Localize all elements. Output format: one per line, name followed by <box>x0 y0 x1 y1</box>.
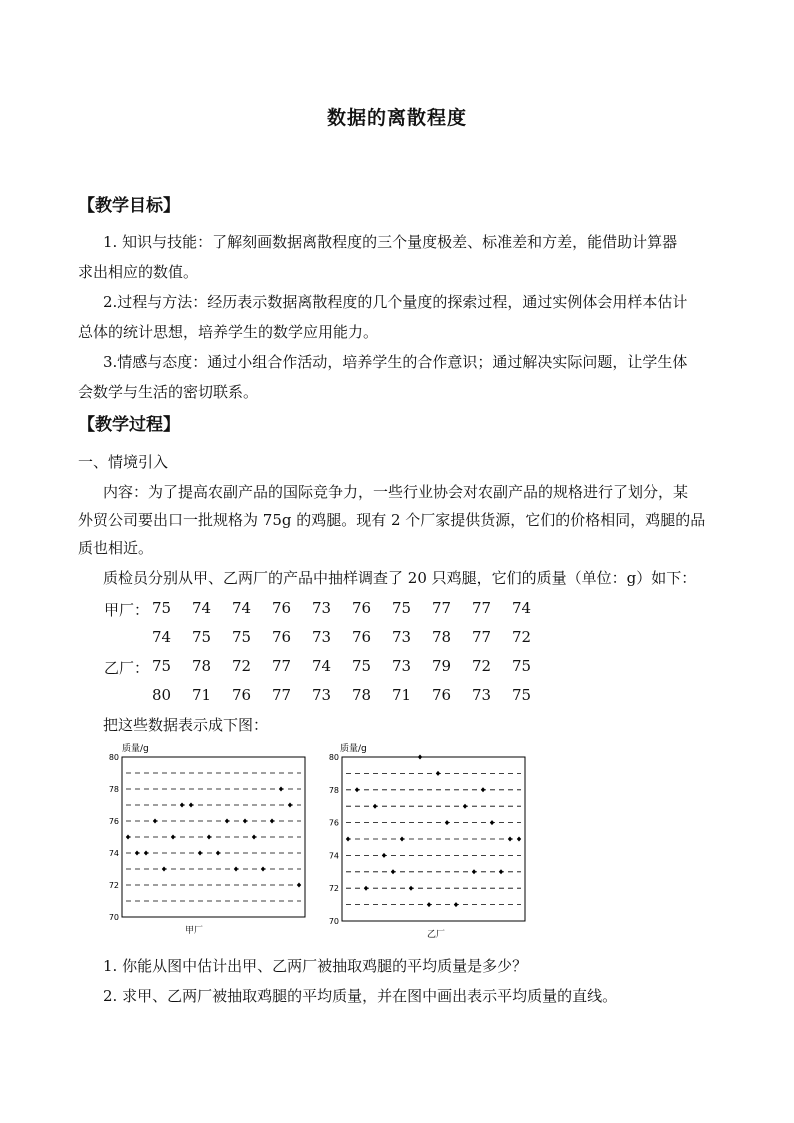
data-point <box>198 851 202 856</box>
data-point <box>499 869 503 874</box>
data-cell: 75 <box>512 686 532 704</box>
data-point <box>418 755 422 760</box>
data-cell: 76 <box>352 628 372 646</box>
data-point <box>364 886 368 891</box>
data-point <box>400 837 404 842</box>
data-cell: 77 <box>472 628 492 646</box>
factory-a-row-2 <box>108 628 568 648</box>
data-point <box>346 837 350 842</box>
factory-a-label: 甲厂： <box>104 601 150 619</box>
intro-line-2: 外贸公司要出口一批规格为 75g 的鸡腿。现有 2 个厂家提供货源，它们的价格相同，鸡腿的品 <box>78 511 706 529</box>
data-point <box>180 803 184 808</box>
data-cell: 75 <box>192 628 212 646</box>
data-point <box>144 851 148 856</box>
data-cell: 75 <box>152 657 172 675</box>
goal-line-2: 求出相应的数值。 <box>78 263 199 281</box>
factory-a-row-1 <box>104 599 568 619</box>
data-point <box>225 819 229 824</box>
factory-b-label: 乙厂： <box>104 659 150 677</box>
data-cell: 73 <box>312 599 332 617</box>
section-heading-process: 【教学过程】 <box>78 415 180 435</box>
chart-ylabel: 质量/g <box>122 744 149 754</box>
factory-b-row-1 <box>104 657 568 677</box>
data-cell: 72 <box>512 628 532 646</box>
page-title: 数据的离散程度 <box>326 107 467 129</box>
data-cell: 73 <box>472 686 492 704</box>
data-point <box>207 835 211 840</box>
data-cell: 78 <box>432 628 452 646</box>
goal-line-5: 3.情感与态度：通过小组合作活动，培养学生的合作意识；通过解决实际问题，让学生体 <box>103 353 688 371</box>
chart-xlabel: 甲厂 <box>185 926 204 936</box>
data-cell: 75 <box>152 599 172 617</box>
data-point <box>472 869 476 874</box>
chart-ylabel: 质量/g <box>340 744 367 754</box>
question-1: 1. 你能从图中估计出甲、乙两厂被抽取鸡腿的平均质量是多少？ <box>103 957 528 975</box>
data-cell: 74 <box>512 599 532 617</box>
data-point <box>445 820 449 825</box>
data-point <box>270 819 274 824</box>
data-point <box>279 787 283 792</box>
data-point <box>252 835 256 840</box>
data-cell: 76 <box>272 599 292 617</box>
data-cell: 78 <box>352 686 372 704</box>
section-heading-goals: 【教学目标】 <box>78 196 180 216</box>
goal-line-3: 2.过程与方法：经历表示数据离散程度的几个量度的探索过程，通过实例体会用样本估计 <box>103 293 688 311</box>
intro-line-3: 质也相近。 <box>78 539 154 557</box>
data-point <box>490 820 494 825</box>
data-point <box>436 771 440 776</box>
y-tick-label: 74 <box>108 849 119 858</box>
y-tick-label: 80 <box>108 753 119 762</box>
data-cell: 75 <box>352 657 372 675</box>
chart-xlabel: 乙厂 <box>427 930 446 940</box>
y-tick-label: 76 <box>108 817 119 826</box>
y-tick-label: 72 <box>108 881 119 890</box>
data-point <box>261 867 265 872</box>
intro-line-1: 内容：为了提高农副产品的国际竞争力，一些行业协会对农副产品的规格进行了划分，某 <box>103 483 689 501</box>
data-point <box>517 837 521 842</box>
data-cell: 75 <box>392 599 412 617</box>
chart-grid-b <box>329 753 521 926</box>
data-point <box>288 803 292 808</box>
data-cell: 79 <box>432 657 452 675</box>
data-point <box>391 869 395 874</box>
data-cell: 80 <box>152 686 172 704</box>
plot-frame <box>342 757 525 921</box>
data-cell: 74 <box>152 628 172 646</box>
data-point <box>135 851 139 856</box>
data-point <box>481 787 485 792</box>
data-cell: 76 <box>432 686 452 704</box>
data-cell: 77 <box>272 686 292 704</box>
data-point <box>409 886 413 891</box>
y-tick-label: 74 <box>328 851 339 861</box>
data-cell: 76 <box>352 599 372 617</box>
data-point <box>427 902 431 907</box>
data-point <box>216 851 220 856</box>
data-cell: 74 <box>192 599 212 617</box>
data-point <box>153 819 157 824</box>
question-2: 2. 求甲、乙两厂被抽取鸡腿的平均质量，并在图中画出表示平均质量的直线。 <box>103 987 618 1005</box>
chart-factory-b <box>320 737 535 942</box>
data-point <box>297 883 301 888</box>
data-cell: 73 <box>392 628 412 646</box>
data-point <box>373 804 377 809</box>
data-cell: 71 <box>192 686 212 704</box>
factory-b-row-2 <box>108 686 568 706</box>
y-tick-label: 76 <box>328 818 339 828</box>
data-cell: 75 <box>512 657 532 675</box>
data-cell: 76 <box>232 686 252 704</box>
data-point <box>162 867 166 872</box>
subheading-intro: 一、情境引入 <box>78 453 169 471</box>
data-point <box>189 803 193 808</box>
goal-line-4: 总体的统计思想，培养学生的数学应用能力。 <box>78 323 379 341</box>
data-cell: 74 <box>312 657 332 675</box>
data-point <box>355 787 359 792</box>
data-cell: 78 <box>192 657 212 675</box>
data-cell: 72 <box>472 657 492 675</box>
data-point <box>508 837 512 842</box>
y-tick-label: 78 <box>108 785 119 794</box>
goal-line-6: 会数学与生活的密切联系。 <box>78 383 259 401</box>
data-cell: 73 <box>312 686 332 704</box>
data-point <box>382 853 386 858</box>
data-cell: 71 <box>392 686 412 704</box>
data-cell: 73 <box>312 628 332 646</box>
chart-intro: 把这些数据表示成下图： <box>103 716 269 734</box>
data-cell: 77 <box>272 657 292 675</box>
data-point <box>463 804 467 809</box>
y-tick-label: 78 <box>328 785 339 795</box>
chart-factory-a <box>100 737 315 942</box>
chart-grid-a <box>109 753 301 922</box>
data-point <box>454 902 458 907</box>
data-cell: 73 <box>392 657 412 675</box>
data-point <box>126 835 130 840</box>
y-tick-label: 70 <box>328 917 339 926</box>
data-cell: 77 <box>472 599 492 617</box>
data-cell: 74 <box>232 599 252 617</box>
intro-line-4: 质检员分别从甲、乙两厂的产品中抽样调查了 20 只鸡腿，它们的质量（单位：g）如下： <box>103 569 697 587</box>
data-cell: 76 <box>272 628 292 646</box>
data-point <box>243 819 247 824</box>
y-tick-label: 80 <box>328 753 339 762</box>
data-cell: 77 <box>432 599 452 617</box>
data-cell: 72 <box>232 657 252 675</box>
data-point <box>171 835 175 840</box>
data-point <box>234 867 238 872</box>
y-tick-label: 72 <box>328 884 339 894</box>
plot-frame <box>122 757 305 917</box>
goal-line-1: 1. 知识与技能：了解刻画数据离散程度的三个量度极差、标准差和方差，能借助计算器 <box>103 233 678 251</box>
y-tick-label: 70 <box>108 913 119 922</box>
data-cell: 75 <box>232 628 252 646</box>
